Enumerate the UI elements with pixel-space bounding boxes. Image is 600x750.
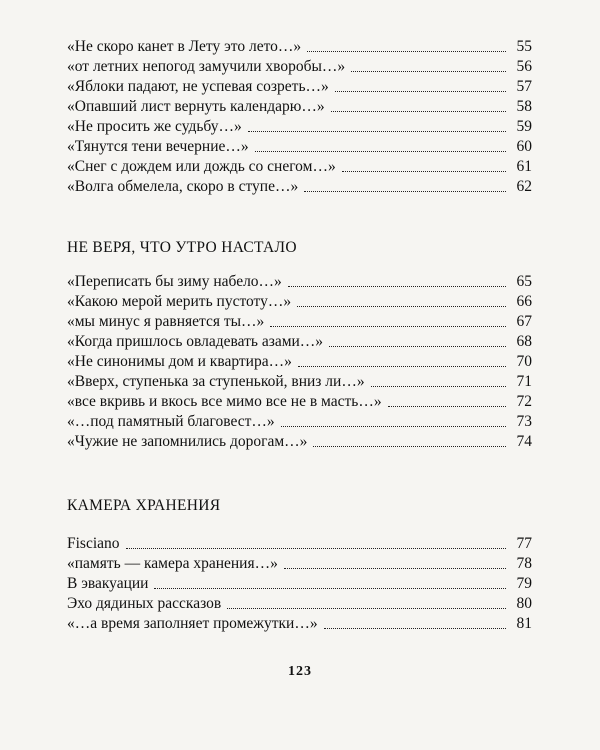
entry-page: 72 xyxy=(516,393,532,410)
entry-title: «…а время заполняет промежутки…» xyxy=(67,615,318,632)
entry-page: 70 xyxy=(516,353,532,370)
entry-title: «память — камера хранения…» xyxy=(67,555,278,572)
toc-entry xyxy=(67,432,532,451)
dot-leader xyxy=(227,608,506,609)
entry-page: 71 xyxy=(516,373,532,390)
dot-leader xyxy=(335,91,506,92)
dot-leader xyxy=(154,588,506,589)
toc-entry xyxy=(67,392,532,411)
entry-page: 67 xyxy=(516,313,532,330)
toc-entry xyxy=(67,97,532,116)
dot-leader xyxy=(288,286,506,287)
toc-entry xyxy=(67,614,532,633)
toc-entry xyxy=(67,37,532,56)
entry-title: «Какою мерой мерить пустоту…» xyxy=(67,293,292,310)
entry-title: «Чужие не запомнились дорогам…» xyxy=(67,433,308,450)
dot-leader xyxy=(388,406,506,407)
toc-entry xyxy=(67,574,532,593)
entry-page: 57 xyxy=(516,78,532,95)
dot-leader xyxy=(371,386,506,387)
entry-page: 68 xyxy=(516,333,532,350)
entry-title: «Волга обмелела, скоро в ступе…» xyxy=(67,178,299,195)
toc-entry xyxy=(67,292,532,311)
toc-entry xyxy=(67,372,532,391)
entry-page: 77 xyxy=(516,535,532,552)
entry-title: В эвакуации xyxy=(67,575,149,592)
entry-title: «Снег с дождем или дождь со снегом…» xyxy=(67,158,336,175)
entry-title: Fisciano xyxy=(67,535,120,552)
entry-title: «Не скоро канет в Лету это лето…» xyxy=(67,38,302,55)
dot-leader xyxy=(297,306,506,307)
entry-title: «Вверх, ступенька за ступенькой, вниз ли…» xyxy=(67,373,365,390)
entry-title: «Когда пришлось овладевать азами…» xyxy=(67,333,324,350)
entry-title: «от летних непогод замучили хворобы…» xyxy=(67,58,346,75)
entry-page: 61 xyxy=(516,158,532,175)
entry-page: 59 xyxy=(516,118,532,135)
toc-entry xyxy=(67,177,532,196)
toc-entry xyxy=(67,137,532,156)
entry-page: 66 xyxy=(516,293,532,310)
entry-title: «Яблоки падают, не успевая созреть…» xyxy=(67,78,329,95)
entry-page: 55 xyxy=(516,38,532,55)
entry-title: «мы минус я равняется ты…» xyxy=(67,313,265,330)
entry-page: 81 xyxy=(516,615,532,632)
toc-entry xyxy=(67,554,532,573)
dot-leader xyxy=(342,171,506,172)
entry-title: «Не просить же судьбу…» xyxy=(67,118,242,135)
dot-leader xyxy=(284,568,506,569)
entry-page: 74 xyxy=(516,433,532,450)
entry-title: «все вкривь и вкось все мимо все не в масть…» xyxy=(67,393,382,410)
toc-entry xyxy=(67,272,532,291)
dot-leader xyxy=(329,346,506,347)
dot-leader xyxy=(331,111,506,112)
dot-leader xyxy=(248,131,506,132)
entry-page: 73 xyxy=(516,413,532,430)
entry-page: 78 xyxy=(516,555,532,572)
dot-leader xyxy=(304,191,506,192)
toc-entry xyxy=(67,412,532,431)
entry-page: 65 xyxy=(516,273,532,290)
entry-title: «…под памятный благовест…» xyxy=(67,413,275,430)
entry-page: 80 xyxy=(516,595,532,612)
entry-title: «Опавший лист вернуть календарю…» xyxy=(67,98,325,115)
entry-title: «Не синонимы дом и квартира…» xyxy=(67,353,292,370)
entry-page: 56 xyxy=(516,58,532,75)
toc-entry xyxy=(67,534,532,553)
toc-entry xyxy=(67,57,532,76)
toc-entry xyxy=(67,77,532,96)
dot-leader xyxy=(281,426,506,427)
dot-leader xyxy=(298,366,506,367)
dot-leader xyxy=(324,628,506,629)
page-number: 123 xyxy=(288,664,312,679)
dot-leader xyxy=(255,151,506,152)
entry-title: Эхо дядиных рассказов xyxy=(67,595,222,612)
toc-entry xyxy=(67,594,532,613)
dot-leader xyxy=(307,51,506,52)
dot-leader xyxy=(126,548,506,549)
toc-entry xyxy=(67,312,532,331)
toc-entry xyxy=(67,157,532,176)
entry-page: 60 xyxy=(516,138,532,155)
entry-page: 79 xyxy=(516,575,532,592)
entry-title: «Тянутся тени вечерние…» xyxy=(67,138,249,155)
dot-leader xyxy=(351,71,506,72)
toc-entry xyxy=(67,332,532,351)
section-heading: КАМЕРА ХРАНЕНИЯ xyxy=(67,497,221,514)
toc-entry xyxy=(67,117,532,136)
entry-page: 62 xyxy=(516,178,532,195)
entry-title: «Переписать бы зиму набело…» xyxy=(67,273,282,290)
toc-entry xyxy=(67,352,532,371)
entry-page: 58 xyxy=(516,98,532,115)
dot-leader xyxy=(270,326,506,327)
dot-leader xyxy=(313,446,506,447)
section-heading: НЕ ВЕРЯ, ЧТО УТРО НАСТАЛО xyxy=(67,239,297,256)
